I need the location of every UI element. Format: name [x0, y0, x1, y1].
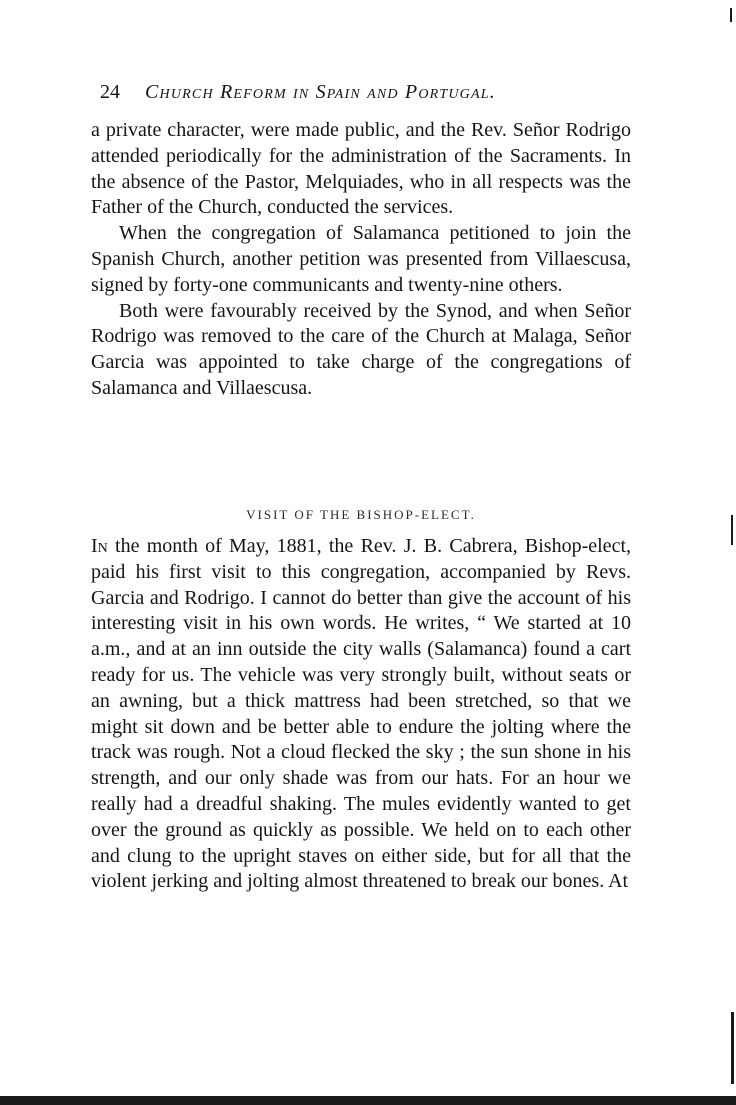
edge-mark-top — [730, 8, 732, 22]
lead-word: In — [91, 535, 108, 557]
page-bottom-edge — [0, 1096, 736, 1105]
paragraph-visit — [91, 534, 631, 895]
edge-mark-mid — [731, 515, 733, 545]
section-heading: VISIT OF THE BISHOP-ELECT. — [246, 507, 476, 522]
body-text-top — [91, 118, 631, 402]
paragraph-visit-text: the month of May, 1881, the Rev. J. B. Cabrera, Bishop-elect, paid his first visit to this congregation, accompanied by Revs. Garcia and Rodrigo. I cannot do better than give the account of his interesting visit in his own words. He writes, “ We started at 10 a.m., and at an inn outside the city walls (Salamanca) found a cart ready for us. The vehicle was very strongly built, without seats or an awning, but a thick mattress had been stretched, so that we might sit down and be better able to endure the jolting where the track was rough. Not a cloud flecked the sky ; the sun shone in his strength, and our only shade was from our hats. For an hour we really had a dreadful shaking. The mules evidently wanted to get over the ground as quickly as possible. We held on to each other and clung to the upright staves on either side, but for all that the violent jerking and jolting almost threatened to break our bones. At — [91, 535, 631, 893]
page-number: 24 — [100, 81, 120, 103]
paragraph-continuation: a private character, were made public, and the Rev. Señor Rodrigo attended periodically for the administration of the Sacraments. In the absence of the Pastor, Melquiades, who in all respects was the Father of the Church, conducted the services. — [91, 119, 631, 219]
edge-mark-lower — [731, 1012, 734, 1084]
running-title: Church Reform in Spain and Portugal. — [145, 81, 496, 103]
body-text-section — [91, 534, 631, 895]
running-header — [100, 78, 640, 106]
paragraph-synod: Both were favourably received by the Synod, and when Señor Rodrigo was removed to the care of the Church at Malaga, Señor Garcia was appointed to take charge of the congregations of Salamanca and Villaescusa. — [91, 299, 631, 399]
paragraph-petition: When the congregation of Salamanca petitioned to join the Spanish Church, another petition was presented from Villaescusa, signed by forty-one communicants and twenty-nine others. — [91, 222, 631, 296]
